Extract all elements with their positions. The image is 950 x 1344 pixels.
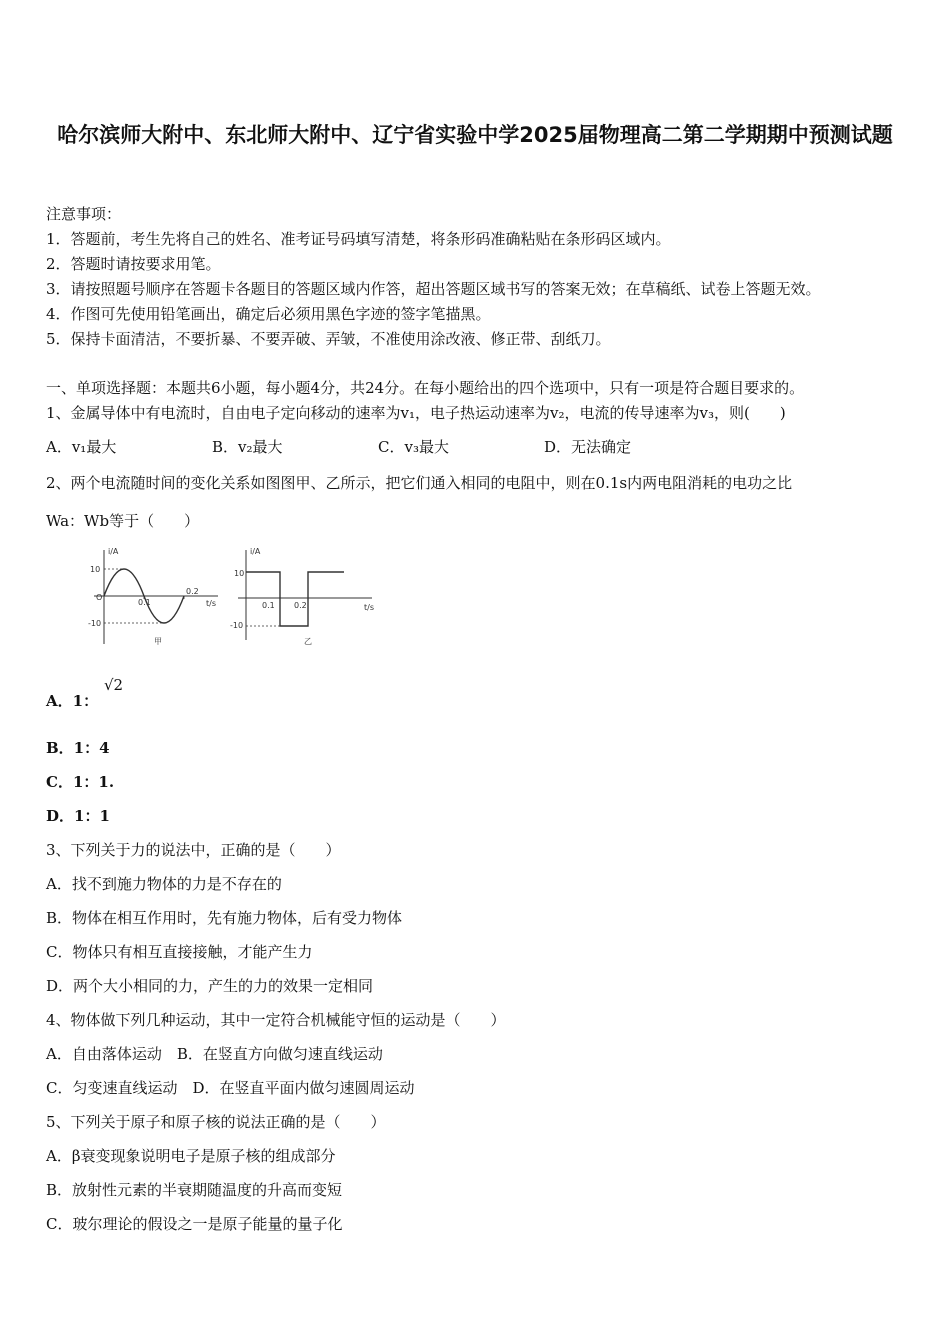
notice-item: 1．答题前，考生先将自己的姓名、准考证号码填写清楚，将条形码准确粘贴在条形码区域内。 <box>46 230 671 248</box>
q5-stem: 5、下列关于原子和原子核的说法正确的是（ ） <box>46 1113 386 1131</box>
origin-left: O <box>96 593 103 602</box>
q2-option-d[interactable]: D．1：1 <box>46 807 110 825</box>
tick-minus10-right: -10 <box>230 621 244 630</box>
tick-01-left: 0.1 <box>138 598 151 607</box>
section-heading: 一、单项选择题：本题共6小题，每小题4分，共24分。在每小题给出的四个选项中，只有一项是符合题目要求的。 <box>46 379 805 397</box>
q3-option-d[interactable]: D．两个大小相同的力，产生的力的效果一定相同 <box>46 977 374 995</box>
q3-option-c[interactable]: C．物体只有相互直接接触，才能产生力 <box>46 943 313 961</box>
q2-option-c[interactable]: C．1：1. <box>46 773 115 791</box>
tick-10-right: 10 <box>234 569 245 578</box>
notice-item: 5．保持卡面清洁，不要折暴、不要弄破、弄皱，不准使用涂改液、修正带、刮纸刀。 <box>46 330 611 348</box>
notice-heading: 注意事项： <box>46 205 122 223</box>
q4-options-cd[interactable]: C．匀变速直线运动 D．在竖直平面内做匀速圆周运动 <box>46 1079 415 1097</box>
tick-10-left: 10 <box>90 565 101 574</box>
square-wave <box>246 572 344 626</box>
caption-right: 乙 <box>304 637 312 646</box>
q5-option-b[interactable]: B．放射性元素的半衰期随温度的升高而变短 <box>46 1181 343 1199</box>
q2-option-a[interactable]: A．1： <box>46 692 99 710</box>
page-title: 哈尔滨师大附中、东北师大附中、辽宁省实验中学2025届物理高二第二学期期中预测试题 <box>57 123 893 147</box>
q2-stem-cont: Wa：Wb等于（ ） <box>46 512 200 530</box>
tick-minus10-left: -10 <box>88 619 102 628</box>
caption-left: 甲 <box>154 637 162 646</box>
notice-item: 3．请按照题号顺序在答题卡各题目的答题区域内作答，超出答题区域书写的答案无效；在草稿纸、试卷上答题无效。 <box>46 280 821 298</box>
q4-options-ab[interactable]: A．自由落体运动 B．在竖直方向做匀速直线运动 <box>46 1045 383 1063</box>
q5-option-a[interactable]: A．β衰变现象说明电子是原子核的组成部分 <box>46 1147 336 1165</box>
notice-item: 4．作图可先使用铅笔画出，确定后必须用黑色字迹的签字笔描黑。 <box>46 305 491 323</box>
x-label-left: t/s <box>206 599 216 608</box>
q1-options <box>46 436 631 457</box>
q2-stem: 2、两个电流随时间的变化关系如图图甲、乙所示，把它们通入相同的电阻中，则在0.1s内两电阻消耗的电功之比 <box>46 474 793 492</box>
q2-option-b[interactable]: B．1：4 <box>46 739 110 757</box>
q1-stem: 1、金属导体中有电流时，自由电子定向移动的速率为v₁，电子热运动速率为v₂，电流的传导速率为v₃，则( ) <box>46 404 786 422</box>
q5-option-c[interactable]: C．玻尔理论的假设之一是原子能量的量子化 <box>46 1215 343 1233</box>
tick-02-right: 0.2 <box>294 601 307 610</box>
tick-01-right: 0.1 <box>262 601 275 610</box>
x-label-right: t/s <box>364 603 374 612</box>
current-graphs-figure <box>46 542 402 656</box>
q3-option-a[interactable]: A．找不到施力物体的力是不存在的 <box>46 875 282 893</box>
q1-option-b[interactable]: B．v₂最大 <box>212 438 283 456</box>
y-label-left: i/A <box>108 547 119 556</box>
q1-option-a[interactable]: A．v₁最大 <box>46 438 117 456</box>
tick-02-left: 0.2 <box>186 587 199 596</box>
y-label-right: i/A <box>250 547 261 556</box>
q1-option-d[interactable]: D．无法确定 <box>544 438 632 456</box>
q1-option-c[interactable]: C．v₃最大 <box>378 438 449 456</box>
sqrt-two: √2 <box>104 676 124 694</box>
q3-option-b[interactable]: B．物体在相互作用时，先有施力物体，后有受力物体 <box>46 909 403 927</box>
q3-stem: 3、下列关于力的说法中，正确的是（ ） <box>46 841 341 859</box>
q4-stem: 4、物体做下列几种运动，其中一定符合机械能守恒的运动是（ ） <box>46 1011 506 1029</box>
notice-item: 2．答题时请按要求用笔。 <box>46 255 221 273</box>
